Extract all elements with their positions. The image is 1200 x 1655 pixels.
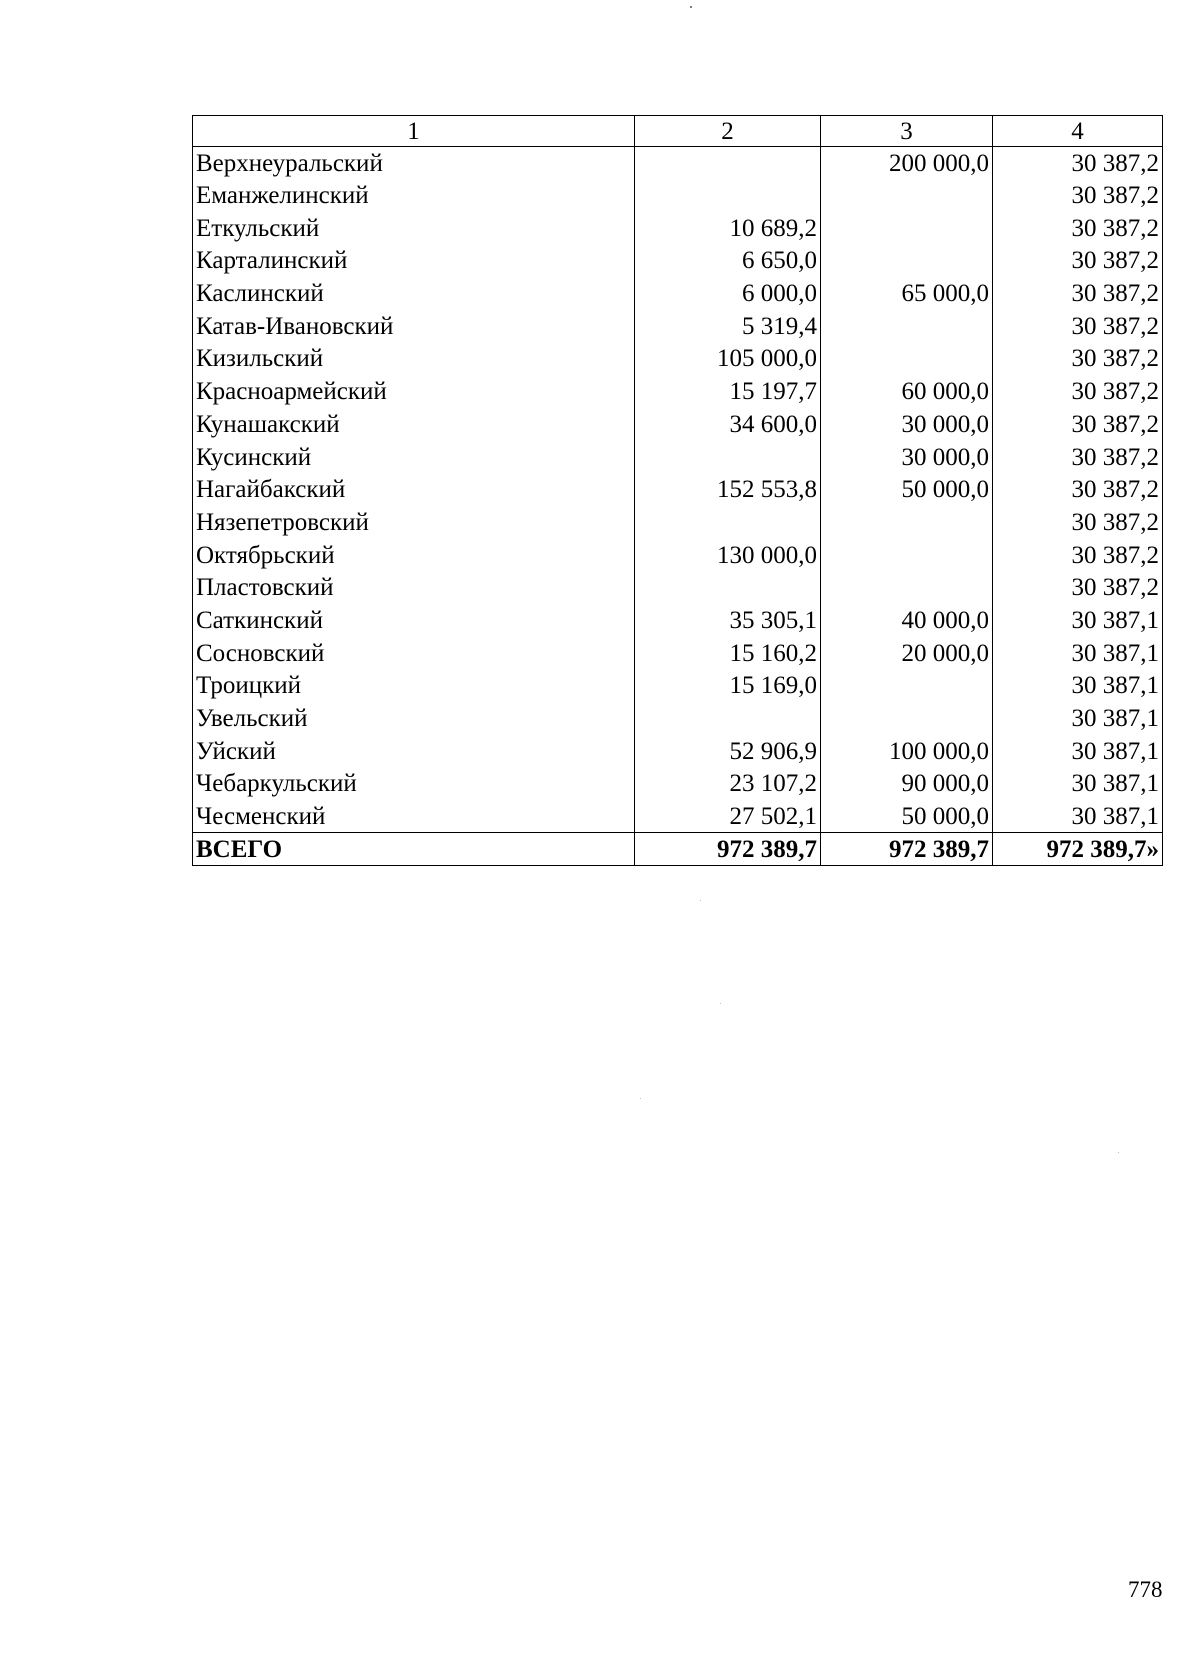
table-row: [193, 343, 1163, 376]
total-column-4: 972 389,7»: [993, 833, 1163, 866]
district-name: Еткульский: [193, 212, 635, 245]
column-3-value: [821, 310, 993, 343]
table-row: [193, 637, 1163, 670]
column-3-value: 65 000,0: [821, 277, 993, 310]
column-3-value: 100 000,0: [821, 735, 993, 768]
column-4-value: 30 387,2: [993, 571, 1163, 604]
column-2-value: [635, 441, 821, 474]
column-3-value: [821, 245, 993, 278]
district-name: Саткинский: [193, 604, 635, 637]
column-header-1: 1: [193, 116, 635, 147]
district-name: Чебаркульский: [193, 768, 635, 801]
district-name: Кунашакский: [193, 408, 635, 441]
district-name: Нязепетровский: [193, 506, 635, 539]
column-3-value: 20 000,0: [821, 637, 993, 670]
column-3-value: 200 000,0: [821, 147, 993, 180]
column-header-4: 4: [993, 116, 1163, 147]
district-name: Карталинский: [193, 245, 635, 278]
column-2-value: 6 650,0: [635, 245, 821, 278]
column-header-2: 2: [635, 116, 821, 147]
column-4-value: 30 387,1: [993, 702, 1163, 735]
column-4-value: 30 387,2: [993, 539, 1163, 572]
column-4-value: 30 387,1: [993, 800, 1163, 833]
table-row: [193, 179, 1163, 212]
column-3-value: [821, 670, 993, 703]
column-2-value: [635, 147, 821, 180]
column-4-value: 30 387,2: [993, 212, 1163, 245]
district-name: Сосновский: [193, 637, 635, 670]
column-4-value: 30 387,1: [993, 604, 1163, 637]
table-row: [193, 604, 1163, 637]
column-3-value: 30 000,0: [821, 441, 993, 474]
column-4-value: 30 387,2: [993, 441, 1163, 474]
column-2-value: 6 000,0: [635, 277, 821, 310]
column-2-value: [635, 702, 821, 735]
column-3-value: [821, 506, 993, 539]
district-name: Каслинский: [193, 277, 635, 310]
column-3-value: [821, 343, 993, 376]
table-body: [193, 147, 1163, 833]
district-name: Увельский: [193, 702, 635, 735]
column-3-value: [821, 702, 993, 735]
column-4-value: 30 387,2: [993, 310, 1163, 343]
table-footer: [193, 833, 1163, 866]
column-2-value: 15 169,0: [635, 670, 821, 703]
district-name: Красноармейский: [193, 375, 635, 408]
column-4-value: 30 387,2: [993, 473, 1163, 506]
table-row: [193, 506, 1163, 539]
district-name: Пластовский: [193, 571, 635, 604]
column-3-value: 90 000,0: [821, 768, 993, 801]
total-column-2: 972 389,7: [635, 833, 821, 866]
district-name: Кизильский: [193, 343, 635, 376]
district-name: Верхнеуральский: [193, 147, 635, 180]
column-2-value: [635, 571, 821, 604]
column-3-value: [821, 179, 993, 212]
column-4-value: 30 387,2: [993, 375, 1163, 408]
column-2-value: 10 689,2: [635, 212, 821, 245]
scan-speck: [1118, 1152, 1119, 1153]
column-2-value: 15 197,7: [635, 375, 821, 408]
column-2-value: 34 600,0: [635, 408, 821, 441]
column-2-value: 35 305,1: [635, 604, 821, 637]
district-name: Катав-Ивановский: [193, 310, 635, 343]
column-2-value: [635, 506, 821, 539]
column-2-value: 5 319,4: [635, 310, 821, 343]
column-header-3: 3: [821, 116, 993, 147]
column-2-value: 15 160,2: [635, 637, 821, 670]
column-3-value: 60 000,0: [821, 375, 993, 408]
header-row: [193, 116, 1163, 147]
column-3-value: 30 000,0: [821, 408, 993, 441]
column-4-value: 30 387,1: [993, 670, 1163, 703]
column-3-value: 40 000,0: [821, 604, 993, 637]
district-name: Троицкий: [193, 670, 635, 703]
table-row: [193, 277, 1163, 310]
district-name: Нагайбакский: [193, 473, 635, 506]
table-row: [193, 800, 1163, 833]
column-4-value: 30 387,1: [993, 768, 1163, 801]
table-row: [193, 702, 1163, 735]
table-row: [193, 212, 1163, 245]
table-header: [193, 116, 1163, 147]
column-2-value: 27 502,1: [635, 800, 821, 833]
district-name: Чесменский: [193, 800, 635, 833]
page-number: 778: [1128, 1577, 1163, 1602]
column-2-value: 152 553,8: [635, 473, 821, 506]
column-4-value: 30 387,2: [993, 506, 1163, 539]
table-row: [193, 441, 1163, 474]
column-3-value: [821, 212, 993, 245]
column-4-value: 30 387,1: [993, 735, 1163, 768]
column-4-value: 30 387,2: [993, 408, 1163, 441]
budget-table: [192, 115, 1163, 866]
total-column-3: 972 389,7: [821, 833, 993, 866]
column-3-value: 50 000,0: [821, 800, 993, 833]
scan-speck: [690, 6, 692, 8]
table-row: [193, 571, 1163, 604]
column-3-value: [821, 571, 993, 604]
table-row: [193, 375, 1163, 408]
column-2-value: 23 107,2: [635, 768, 821, 801]
scan-speck: [640, 1098, 641, 1099]
column-4-value: 30 387,2: [993, 343, 1163, 376]
table-row: [193, 147, 1163, 180]
total-label: ВСЕГО: [193, 833, 635, 866]
column-3-value: 50 000,0: [821, 473, 993, 506]
district-name: Еманжелинский: [193, 179, 635, 212]
column-2-value: 105 000,0: [635, 343, 821, 376]
table-row: [193, 408, 1163, 441]
column-2-value: 52 906,9: [635, 735, 821, 768]
table-row: [193, 473, 1163, 506]
district-name: Уйский: [193, 735, 635, 768]
column-4-value: 30 387,1: [993, 637, 1163, 670]
table-row: [193, 310, 1163, 343]
scan-speck: [700, 900, 701, 901]
table-row: [193, 735, 1163, 768]
table-row: [193, 539, 1163, 572]
column-4-value: 30 387,2: [993, 245, 1163, 278]
district-name: Октябрьский: [193, 539, 635, 572]
scan-speck: [720, 1003, 721, 1004]
district-name: Кусинский: [193, 441, 635, 474]
column-4-value: 30 387,2: [993, 147, 1163, 180]
table-row: [193, 245, 1163, 278]
table-row: [193, 768, 1163, 801]
column-2-value: 130 000,0: [635, 539, 821, 572]
column-4-value: 30 387,2: [993, 179, 1163, 212]
column-3-value: [821, 539, 993, 572]
column-4-value: 30 387,2: [993, 277, 1163, 310]
total-row: [193, 833, 1163, 866]
table-row: [193, 670, 1163, 703]
column-2-value: [635, 179, 821, 212]
